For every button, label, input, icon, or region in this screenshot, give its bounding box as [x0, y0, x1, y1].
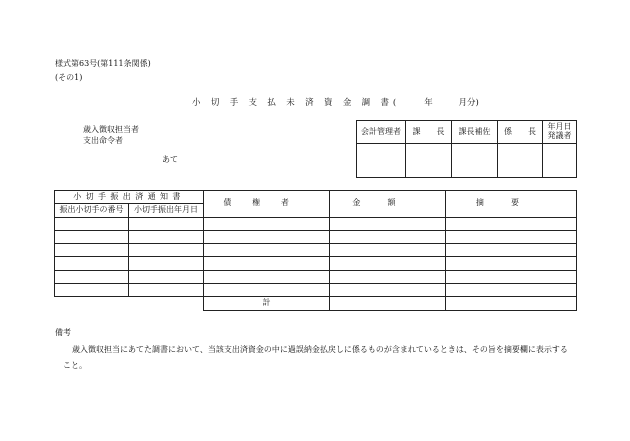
table-cell[interactable]: [446, 270, 577, 283]
approval-table: [356, 120, 577, 178]
table-cell[interactable]: [129, 217, 204, 230]
unpaid-check-table: [54, 190, 577, 311]
approval-header-proposer: [543, 121, 577, 144]
table-cell[interactable]: [55, 270, 129, 283]
table-cell[interactable]: [129, 244, 204, 257]
approval-header-accounting-manager: 会計管理者: [357, 121, 406, 144]
approval-seal-cell[interactable]: [498, 144, 543, 178]
approval-seal-cell[interactable]: [452, 144, 498, 178]
summary-header: 摘要: [446, 191, 577, 218]
addressee-line-1: 歳入徴収担当者: [83, 125, 139, 134]
total-row: [55, 297, 577, 310]
table-cell[interactable]: [129, 257, 204, 270]
table-cell[interactable]: [330, 217, 446, 230]
table-cell[interactable]: [330, 257, 446, 270]
table-cell[interactable]: [330, 284, 446, 297]
amount-header: 金額: [330, 191, 446, 218]
table-cell[interactable]: [129, 270, 204, 283]
total-amount-cell[interactable]: [330, 297, 446, 310]
table-cell[interactable]: [330, 230, 446, 243]
table-cell[interactable]: [446, 257, 577, 270]
title-main: 小 切 手 支 払 未 済 資 金 調 書: [192, 98, 393, 108]
approval-seal-cell[interactable]: [543, 144, 577, 178]
title-year: 年: [424, 98, 437, 108]
form-subnumber: (その1): [55, 73, 83, 82]
approval-header-section-chief: 課 長: [406, 121, 452, 144]
table-cell[interactable]: [204, 230, 330, 243]
table-row: [55, 284, 577, 297]
table-cell[interactable]: [446, 217, 577, 230]
table-cell[interactable]: [446, 244, 577, 257]
table-row: [55, 257, 577, 270]
document-title: [192, 96, 479, 108]
table-cell[interactable]: [204, 270, 330, 283]
table-cell[interactable]: [55, 284, 129, 297]
table-cell[interactable]: [55, 244, 129, 257]
table-cell[interactable]: [55, 217, 129, 230]
table-cell[interactable]: [204, 244, 330, 257]
check-number-header: 振出小切手の番号: [55, 204, 129, 217]
table-cell[interactable]: [446, 230, 577, 243]
form-reference: 様式第63号(第111条関係): [55, 59, 151, 68]
check-date-header: 小切手振出年月日: [129, 204, 204, 217]
remarks-heading: 備考: [55, 328, 71, 337]
approval-seal-cell[interactable]: [406, 144, 452, 178]
table-row: [55, 217, 577, 230]
creditor-header: 債権者: [204, 191, 330, 218]
approval-header-subsection-chief: 係 長: [498, 121, 543, 144]
approval-header-deputy-chief: 課長補佐: [452, 121, 498, 144]
approval-seal-cell[interactable]: [357, 144, 406, 178]
remarks-text: 歳入徴収担当にあてた調書において、当該支出済資金の中に過誤納金払戻しに係るものが含まれているときは、その旨を摘要欄に表示すること。: [63, 345, 568, 370]
addressee-to: あて: [162, 155, 178, 164]
table-cell[interactable]: [129, 230, 204, 243]
approval-header-proposer-label: 発議者: [547, 131, 572, 140]
table-cell[interactable]: [204, 284, 330, 297]
table-row: [55, 230, 577, 243]
table-cell[interactable]: [55, 230, 129, 243]
table-cell[interactable]: [204, 257, 330, 270]
table-cell[interactable]: [129, 284, 204, 297]
approval-header-date-label: 年月日: [547, 122, 572, 132]
total-label: 計: [204, 297, 330, 310]
total-summary-cell[interactable]: [446, 297, 577, 310]
table-cell[interactable]: [204, 217, 330, 230]
table-cell[interactable]: [330, 270, 446, 283]
table-cell[interactable]: [55, 257, 129, 270]
check-notice-header: 小切手振出済通知書: [55, 191, 204, 204]
table-cell[interactable]: [446, 284, 577, 297]
addressee-line-2: 支出命令者: [83, 136, 123, 145]
table-row: [55, 244, 577, 257]
title-open-paren: (: [392, 98, 397, 108]
total-row-spacer: [55, 297, 204, 310]
table-cell[interactable]: [330, 244, 446, 257]
table-row: [55, 270, 577, 283]
title-month: 月分): [458, 98, 479, 108]
